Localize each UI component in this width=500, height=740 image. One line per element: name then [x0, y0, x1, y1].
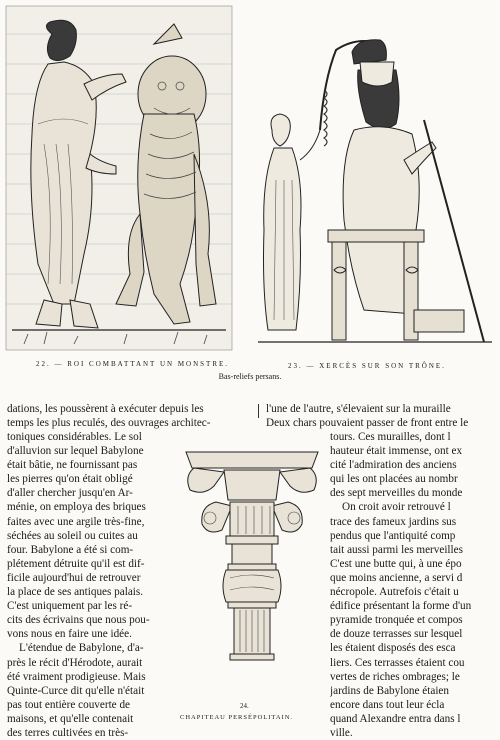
text-line: plétement détruite qu'il est dif-: [7, 557, 145, 570]
text-line: la place de ses antiques palais.: [7, 586, 144, 599]
text-line: cits des écrivains que nous pou-: [7, 614, 150, 627]
text-line: des sept merveilles du monde: [330, 487, 463, 500]
text-line: était bâtie, ne fournissant pas: [7, 459, 138, 472]
text-line: maisons, et qu'elle contenait: [7, 712, 134, 725]
figure-24-engraving: [180, 446, 324, 684]
text-line: encore dans tout leur écla: [330, 698, 445, 711]
text-line: ville.: [330, 726, 353, 739]
text-line: que moins ancienne, a servi d: [330, 571, 463, 584]
figure-24-caption: CHAPITEAU PERSÉPOLITAIN.: [180, 714, 294, 721]
text-line: tours. Ces murailles, dont l: [330, 431, 451, 443]
figure-24-number: 24.: [240, 702, 249, 710]
text-line: L'étendue de Babylone, d'a-: [19, 642, 144, 655]
left-text-column-wrapped: [7, 430, 177, 740]
text-line: C'est uniquement par les ré-: [7, 600, 133, 613]
text-line: été vraiment prodigieuse. Mais: [7, 670, 146, 683]
text-line: d'alluvion sur lequel Babylone: [7, 445, 144, 458]
text-line: qui les ont placées au nombr: [330, 473, 458, 486]
text-line: vertes de riches ombrages; le: [330, 670, 460, 683]
text-line: ficile aujourd'hui de retrouver: [7, 571, 141, 584]
right-text-column: [330, 430, 500, 740]
text-line: On croit avoir retrouvé l: [342, 501, 451, 514]
text-line: pendus que l'antiquité comp: [330, 529, 456, 542]
column-divider: [258, 404, 259, 418]
text-line: tait aussi parmi les merveilles: [330, 543, 463, 556]
text-line: quand Alexandre entra dans l: [330, 712, 461, 725]
text-line: de douze terrasses sur lesquel: [330, 628, 463, 641]
text-line: pyramide tronquée et compos: [330, 614, 463, 627]
text-line: l'une de l'autre, s'élevaient sur la muraille: [266, 403, 451, 415]
text-line: les pierres qu'on était obligé: [7, 473, 133, 486]
right-text-top: [266, 402, 500, 430]
text-line: four. Babylone a été si com-: [7, 543, 134, 556]
text-line: liers. Ces terrasses étaient cou: [330, 656, 465, 669]
plate-subcaption: Bas-reliefs persans.: [218, 372, 282, 381]
text-line: jardins de Babylone étaien: [330, 684, 449, 697]
figure-22-engraving: [4, 4, 234, 352]
text-line: nécropole. Autrefois c'était u: [330, 586, 459, 599]
text-line: dations, les poussèrent à exécuter depuis les: [7, 403, 204, 415]
text-line: trace des fameux jardins sus: [330, 515, 457, 528]
text-line: C'est une butte qui, à une épo: [330, 557, 462, 570]
text-line: Deux chars pouvaient passer de front entre le: [266, 417, 469, 430]
text-line: près le récit d'Hérodote, aurait: [7, 656, 143, 669]
text-line: pas tout entière couverte de: [7, 698, 131, 711]
text-line: vons nous en faire une idée.: [7, 628, 132, 641]
text-line: toniques considérables. Le sol: [7, 431, 142, 443]
text-line: cité l'admiration des anciens: [330, 459, 457, 472]
text-line: temps les plus reculés, des ouvrages architec-: [7, 417, 211, 430]
figure-23-caption: 23. — XERCÈS SUR SON TRÔNE.: [288, 362, 446, 370]
text-line: faites avec une argile très-fine,: [7, 515, 145, 528]
text-line: édifice présentant la forme d'un: [330, 600, 472, 613]
text-line: les étaient disposés des esca: [330, 642, 456, 655]
figure-22-caption: 22. — ROI COMBATTANT UN MONSTRE.: [36, 360, 230, 368]
text-line: ménie, on employa des briques: [7, 501, 146, 514]
text-line: hauteur était immense, ont ex: [330, 445, 463, 458]
left-text-column: [7, 402, 243, 430]
text-line: Quinte-Curce dit qu'elle n'était: [7, 684, 145, 697]
text-line: d'aller chercher jusqu'en Ar-: [7, 487, 133, 500]
figure-23-engraving: [254, 30, 496, 354]
text-line: des terres cultivées en très-: [7, 726, 129, 739]
text-line: séchées au soleil ou cuites au: [7, 529, 138, 542]
